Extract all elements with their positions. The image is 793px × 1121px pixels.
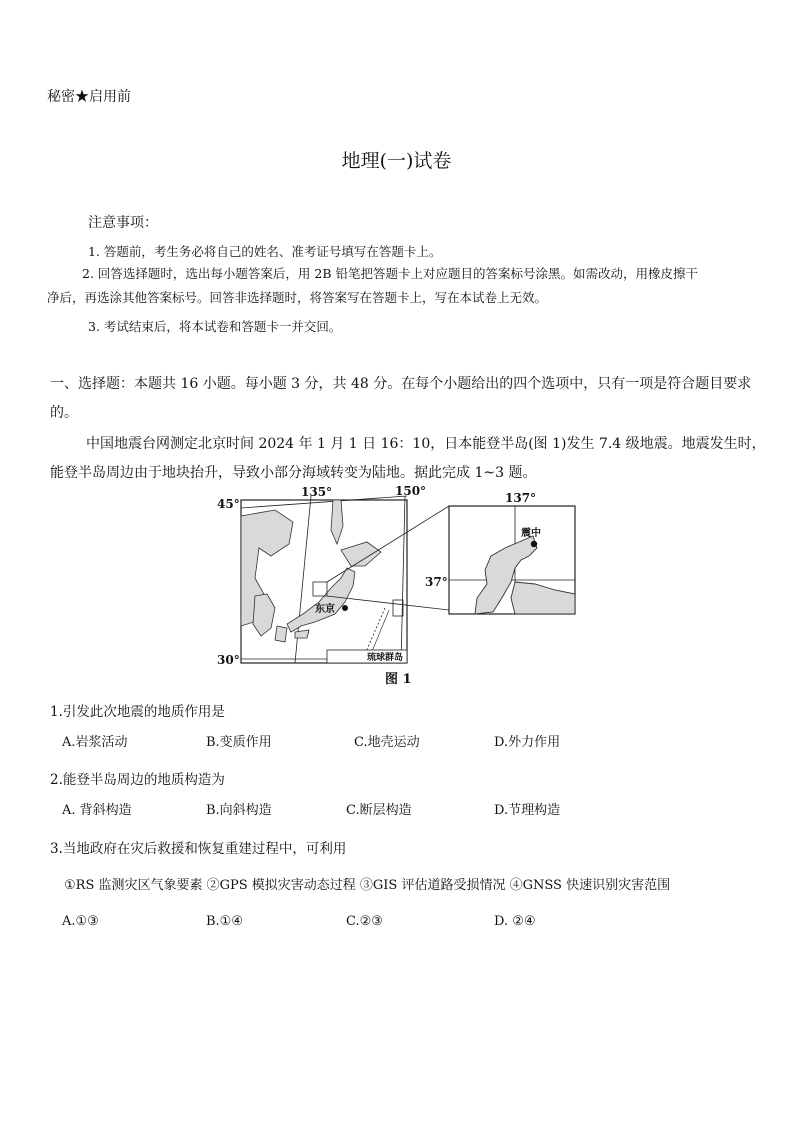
- korea-peninsula: [253, 594, 275, 636]
- label-lon-150: 150°: [395, 486, 427, 498]
- label-lon-137: 137°: [505, 491, 537, 505]
- q3-option-a[interactable]: A.①③: [62, 914, 99, 929]
- label-lat-45: 45°: [217, 497, 240, 511]
- section-heading: 一、选择题：本题共 16 小题。每小题 3 分，共 48 分。在每个小题给出的四个选项中，只有一项是符合题目要求: [50, 376, 752, 392]
- noto-locator-box: [313, 582, 327, 596]
- q1-option-b[interactable]: B.变质作用: [206, 735, 272, 750]
- question-1-stem: 1.引发此次地震的地质作用是: [50, 704, 225, 720]
- note-item-2-cont: 净后，再选涂其他答案标号。回答非选择题时，将答案写在答题卡上，写在本试卷上无效。: [47, 290, 548, 305]
- question-stem-line2: 能登半岛周边由于地块抬升，导致小部分海域转变为陆地。据此完成 1~3 题。: [50, 465, 537, 481]
- honshu-coast: [511, 582, 575, 614]
- sakhalin: [331, 500, 343, 544]
- section-heading-cont: 的。: [50, 405, 78, 421]
- q3-option-b[interactable]: B.①④: [206, 914, 243, 929]
- question-2-stem: 2.能登半岛周边的地质构造为: [50, 772, 225, 788]
- notes-heading: 注意事项：: [88, 215, 158, 231]
- label-lon-135: 135°: [301, 486, 333, 499]
- figure-caption: 图 1: [385, 672, 412, 686]
- note-item-2: 2. 回答选择题时，选出每小题答案后，用 2B 铅笔把答题卡上对应题目的答案标号涂黑。如需改动，用橡皮擦干: [82, 266, 698, 281]
- q2-option-b[interactable]: B.向斜构造: [206, 803, 272, 818]
- label-tokyo: 东京: [315, 604, 335, 615]
- q3-option-d[interactable]: D. ②④: [494, 914, 536, 929]
- q1-option-d[interactable]: D.外力作用: [494, 735, 561, 750]
- note-item-1: 1. 答题前，考生务必将自己的姓名、准考证号填写在答题卡上。: [88, 244, 442, 259]
- note-item-3: 3. 考试结束后，将本试卷和答题卡一并交回。: [88, 319, 342, 334]
- tokyo-marker: [342, 605, 348, 611]
- question-3-stem: 3.当地政府在灾后救援和恢复重建过程中，可利用: [50, 841, 347, 857]
- q2-option-c[interactable]: C.断层构造: [346, 803, 412, 818]
- honshu: [287, 568, 355, 632]
- q3-option-c[interactable]: C.②③: [346, 914, 383, 929]
- label-ryukyu: 琉球群岛: [367, 653, 404, 663]
- exam-title: 地理(一)试卷: [341, 150, 452, 172]
- hokkaido: [341, 542, 381, 566]
- q3-statements: ①RS 监测灾区气象要素 ②GPS 模拟灾害动态过程 ③GIS 评估道路受损情况 ④GNSS 快速识别灾害范围: [64, 878, 671, 893]
- confidential-mark: 秘密★启用前: [47, 89, 131, 105]
- region-box: [393, 600, 403, 616]
- epicenter-marker: [531, 541, 537, 547]
- label-lat-37: 37°: [425, 575, 448, 589]
- q1-option-c[interactable]: C.地壳运动: [354, 735, 420, 750]
- label-epicenter: 震中: [521, 528, 541, 539]
- q2-option-d[interactable]: D.节理构造: [494, 803, 561, 818]
- question-stem-line1: 中国地震台网测定北京时间 2024 年 1 月 1 日 16：10，日本能登半岛(图 1)发生 7.4 级地震。地震发生时，: [86, 436, 766, 452]
- q2-option-a[interactable]: A. 背斜构造: [62, 803, 132, 818]
- label-lat-30: 30°: [217, 653, 240, 667]
- shikoku: [295, 630, 309, 638]
- figure-1-map: [215, 486, 585, 686]
- q1-option-a[interactable]: A.岩浆活动: [62, 735, 128, 750]
- kyushu: [275, 626, 287, 642]
